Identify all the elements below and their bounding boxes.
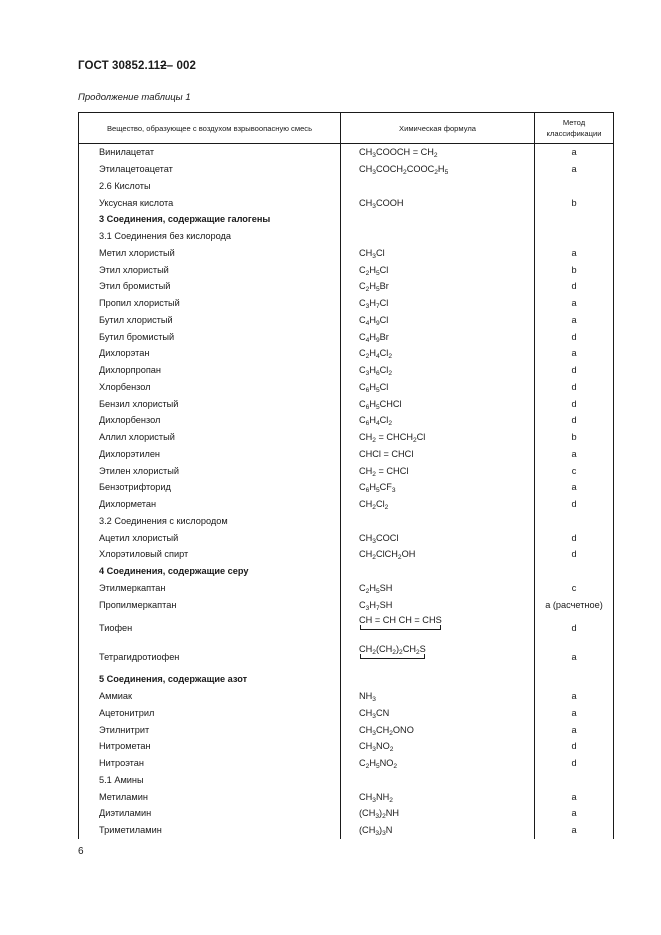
table-row [79, 278, 614, 295]
classification-method: d [535, 613, 614, 642]
table-row [79, 412, 614, 429]
substance-name: 4 Соединения, содержащие серу [79, 563, 341, 580]
classification-method: d [535, 328, 614, 345]
classification-method [535, 228, 614, 245]
substance-name: Этил бромистый [79, 278, 341, 295]
substance-name: Винилацетат [79, 144, 341, 161]
classification-method: d [535, 412, 614, 429]
classification-method: a [535, 161, 614, 178]
classification-method: a [535, 345, 614, 362]
substance-name: Этилнитрит [79, 721, 341, 738]
table-row [79, 788, 614, 805]
classification-method [535, 563, 614, 580]
substance-name: Тиофен [79, 613, 341, 642]
substance-name: 5.1 Амины [79, 772, 341, 789]
substance-name: Пропилмеркаптан [79, 596, 341, 613]
table-row [79, 161, 614, 178]
table-row [79, 312, 614, 329]
chemical-formula: $C_6H_5Cl$ [341, 379, 535, 396]
table-row [79, 144, 614, 161]
chemical-formula: CHCl = CHCl [341, 446, 535, 463]
classification-method: c [535, 462, 614, 479]
column-header-method: Метод классификации [535, 113, 614, 144]
chemical-formula: $C_6H_5CHCl$ [341, 395, 535, 412]
document-header [78, 60, 196, 72]
classification-method: a [535, 245, 614, 262]
chemical-formula: $(CH_3)_3N$ [341, 822, 535, 839]
chemical-formula: $C_6H_5CF_3$ [341, 479, 535, 496]
classification-method: a [535, 642, 614, 671]
classification-method: d [535, 278, 614, 295]
substance-name: Ацетил хлористый [79, 529, 341, 546]
table-row [79, 496, 614, 513]
chemical-formula: $CH_2Cl_2$ [341, 496, 535, 513]
ring-bracket-icon [360, 625, 441, 630]
substance-name: 3.1 Соединения без кислорода [79, 228, 341, 245]
classification-method: d [535, 529, 614, 546]
substance-name: Хлорэтиловый спирт [79, 546, 341, 563]
substance-name: Этилен хлористый [79, 462, 341, 479]
table-row [79, 362, 614, 379]
chemical-formula: $C_2H_4Cl_2$ [341, 345, 535, 362]
table-row [79, 261, 614, 278]
classification-method: d [535, 395, 614, 412]
chemical-formula: $CH_2$ = $CHCH_2Cl$ [341, 429, 535, 446]
classification-method [535, 211, 614, 228]
classification-method: a [535, 805, 614, 822]
table-row [79, 596, 614, 613]
chemical-formula: $NH_3$ [341, 688, 535, 705]
classification-method [535, 671, 614, 688]
substance-name: Дихлорбензол [79, 412, 341, 429]
substance-name: Этил хлористый [79, 261, 341, 278]
substance-name: 3 Соединения, содержащие галогены [79, 211, 341, 228]
substance-name: Бутил хлористый [79, 312, 341, 329]
substance-name: Дихлорметан [79, 496, 341, 513]
table-row [79, 379, 614, 396]
substance-name: Бензил хлористый [79, 395, 341, 412]
substance-name: Триметиламин [79, 822, 341, 839]
classification-method: a [535, 721, 614, 738]
chemical-formula: $C_2H_5NO_2$ [341, 755, 535, 772]
classification-method: d [535, 755, 614, 772]
substance-name: Этилацетоацетат [79, 161, 341, 178]
substance-name: Дихлорэтан [79, 345, 341, 362]
table-row [79, 345, 614, 362]
substance-name: Аммиак [79, 688, 341, 705]
chemical-formula: $CH_3CN$ [341, 705, 535, 722]
classification-method: c [535, 580, 614, 597]
table-row [79, 580, 614, 597]
table-caption: Продолжение таблицы 1 [78, 92, 191, 103]
table-row [79, 705, 614, 722]
table-row [79, 178, 614, 195]
substance-name: Дихлорпропан [79, 362, 341, 379]
classification-method: d [535, 546, 614, 563]
substance-name: 3.2 Соединения с кислородом [79, 513, 341, 530]
chemical-formula: $CH_3CH_2ONO$ [341, 721, 535, 738]
classification-method: a [535, 688, 614, 705]
substance-name: Бензотрифторид [79, 479, 341, 496]
chemical-formula: $CH_3NO_2$ [341, 738, 535, 755]
table-row [79, 462, 614, 479]
substance-name: Хлорбензол [79, 379, 341, 396]
substances-table [78, 112, 614, 839]
table-row [79, 563, 614, 580]
table-row [79, 529, 614, 546]
substance-name: Этилмеркаптан [79, 580, 341, 597]
chemical-formula: $CH_2$ = CHCl [341, 462, 535, 479]
classification-method: d [535, 496, 614, 513]
substance-name: Метиламин [79, 788, 341, 805]
chemical-formula: $CH_3COOH$ [341, 194, 535, 211]
table-row [79, 211, 614, 228]
table-body [79, 144, 614, 839]
classification-method [535, 178, 614, 195]
classification-method [535, 772, 614, 789]
classification-method [535, 513, 614, 530]
classification-method: b [535, 261, 614, 278]
table-container [78, 112, 613, 839]
ring-formula: CH = CH CH = CHS [359, 615, 442, 630]
chemical-formula [341, 211, 535, 228]
table-row [79, 738, 614, 755]
table-row [79, 479, 614, 496]
table-header-row [79, 113, 614, 144]
substance-name: Нитроэтан [79, 755, 341, 772]
table-row [79, 228, 614, 245]
table-row [79, 822, 614, 839]
ring-formula: $CH_2(CH_2)_2CH_2S$ [359, 644, 426, 659]
chemical-formula [341, 228, 535, 245]
substance-name: Метил хлористый [79, 245, 341, 262]
column-header-substance: Вещество, образующее с воздухом взрывоопасную смесь [79, 113, 341, 144]
classification-method: a [535, 446, 614, 463]
chemical-formula: $CH_3NH_2$ [341, 788, 535, 805]
table-row [79, 446, 614, 463]
header-title-rest: – 002 [166, 60, 196, 72]
substance-name: Уксусная кислота [79, 194, 341, 211]
chemical-formula [341, 642, 535, 671]
table-row [79, 721, 614, 738]
chemical-formula: $C_4H_9Cl$ [341, 312, 535, 329]
chemical-formula [341, 513, 535, 530]
table-row [79, 328, 614, 345]
substance-name: 5 Соединения, содержащие азот [79, 671, 341, 688]
table-row [79, 755, 614, 772]
substance-name: Ацетонитрил [79, 705, 341, 722]
substance-name: Дихлорэтилен [79, 446, 341, 463]
substance-name: Тетрагидротиофен [79, 642, 341, 671]
chemical-formula: $CH_3Cl$ [341, 245, 535, 262]
substance-name: Пропил хлористый [79, 295, 341, 312]
page-number: 6 [78, 846, 84, 857]
chemical-formula [341, 613, 535, 642]
table-row [79, 772, 614, 789]
classification-method: a [535, 295, 614, 312]
substance-name: Аллил хлористый [79, 429, 341, 446]
table-row [79, 546, 614, 563]
table-row [79, 671, 614, 688]
classification-method: b [535, 194, 614, 211]
table-row [79, 194, 614, 211]
chemical-formula: $CH_3COCH_2COOC_2H_5$ [341, 161, 535, 178]
classification-method: d [535, 738, 614, 755]
chemical-formula: $C_3H_7Cl$ [341, 295, 535, 312]
substance-name: Бутил бромистый [79, 328, 341, 345]
chemical-formula: $C_2H_5SH$ [341, 580, 535, 597]
chemical-formula: $C_4H_9Br$ [341, 328, 535, 345]
classification-method: a [535, 479, 614, 496]
chemical-formula [341, 178, 535, 195]
table-row [79, 513, 614, 530]
ring-bracket-icon [360, 654, 425, 659]
classification-method: a [535, 788, 614, 805]
chemical-formula: $CH_3COOCH = CH_2$ [341, 144, 535, 161]
chemical-formula [341, 671, 535, 688]
table-row [79, 642, 614, 671]
header-title-strike: 2 [160, 60, 167, 72]
classification-method: a [535, 312, 614, 329]
table-row [79, 613, 614, 642]
chemical-formula: $CH_2ClCH_2OH$ [341, 546, 535, 563]
chemical-formula: $CH_3COCl$ [341, 529, 535, 546]
classification-method: b [535, 429, 614, 446]
column-header-formula: Химическая формула [341, 113, 535, 144]
table-row [79, 395, 614, 412]
classification-method: d [535, 379, 614, 396]
table-row [79, 429, 614, 446]
table-row [79, 688, 614, 705]
chemical-formula: $C_2H_5Br$ [341, 278, 535, 295]
classification-method: a [535, 705, 614, 722]
table-row [79, 805, 614, 822]
classification-method: a (расчетное) [535, 596, 614, 613]
chemical-formula [341, 772, 535, 789]
table-row [79, 245, 614, 262]
classification-method: a [535, 822, 614, 839]
chemical-formula [341, 563, 535, 580]
substance-name: 2.6 Кислоты [79, 178, 341, 195]
chemical-formula: $C_6H_4Cl_2$ [341, 412, 535, 429]
chemical-formula: $C_2H_5Cl$ [341, 261, 535, 278]
classification-method: a [535, 144, 614, 161]
substance-name: Диэтиламин [79, 805, 341, 822]
classification-method: d [535, 362, 614, 379]
table-row [79, 295, 614, 312]
chemical-formula: $C_3H_7SH$ [341, 596, 535, 613]
header-title-main: ГОСТ 30852.11 [78, 60, 161, 72]
substance-name: Нитрометан [79, 738, 341, 755]
chemical-formula: $(CH_3)_2NH$ [341, 805, 535, 822]
chemical-formula: $C_3H_6Cl_2$ [341, 362, 535, 379]
